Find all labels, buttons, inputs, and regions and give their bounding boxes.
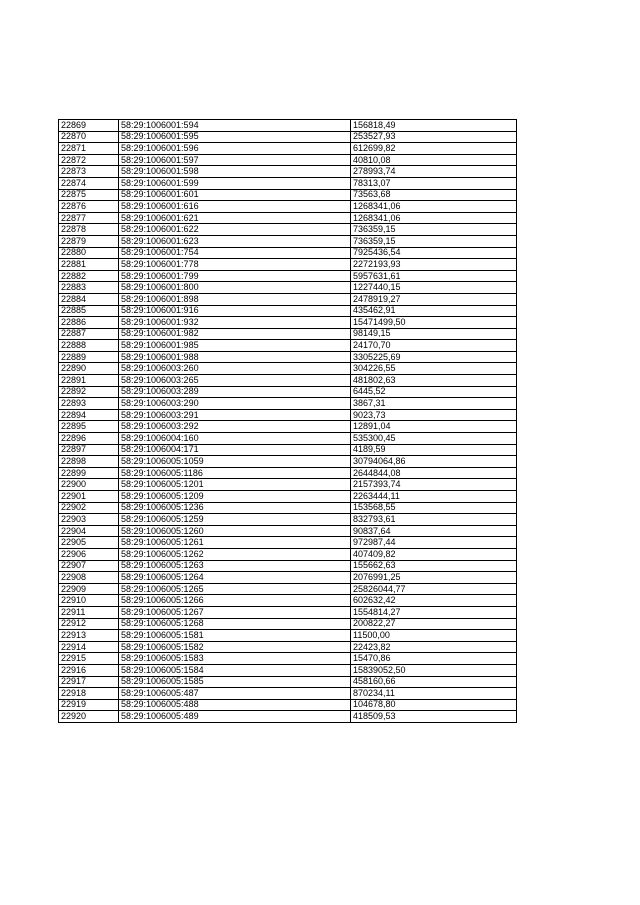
cadastral-number-cell: 58:29:1006001:601 [119, 189, 351, 201]
value-cell: 304226,55 [351, 363, 517, 375]
value-cell: 278993,74 [351, 166, 517, 178]
value-cell: 155662,63 [351, 560, 517, 572]
table-row [59, 641, 517, 653]
table-row [59, 502, 517, 514]
table-row [59, 351, 517, 363]
row-id-cell: 22911 [59, 606, 119, 618]
table-row [59, 201, 517, 213]
value-cell: 602632,42 [351, 595, 517, 607]
value-cell: 5957631,61 [351, 270, 517, 282]
row-id-cell: 22874 [59, 177, 119, 189]
table-row [59, 548, 517, 560]
row-id-cell: 22892 [59, 386, 119, 398]
table-row [59, 467, 517, 479]
cadastral-number-cell: 58:29:1006005:1209 [119, 491, 351, 503]
cadastral-number-cell: 58:29:1006001:623 [119, 235, 351, 247]
row-id-cell: 22917 [59, 676, 119, 688]
value-cell: 156818,49 [351, 120, 517, 132]
table-row [59, 688, 517, 700]
value-cell: 12891,04 [351, 421, 517, 433]
cadastral-number-cell: 58:29:1006005:1236 [119, 502, 351, 514]
table-row [59, 340, 517, 352]
cadastral-number-cell: 58:29:1006003:291 [119, 409, 351, 421]
table-row [59, 572, 517, 584]
table-row [59, 398, 517, 410]
cadastral-number-cell: 58:29:1006005:1260 [119, 525, 351, 537]
cadastral-number-cell: 58:29:1006004:171 [119, 444, 351, 456]
table-row [59, 293, 517, 305]
value-cell: 253527,93 [351, 131, 517, 143]
cadastral-number-cell: 58:29:1006005:1267 [119, 606, 351, 618]
table-row [59, 189, 517, 201]
cadastral-number-cell: 58:29:1006005:1059 [119, 456, 351, 468]
value-cell: 870234,11 [351, 688, 517, 700]
row-id-cell: 22913 [59, 630, 119, 642]
row-id-cell: 22902 [59, 502, 119, 514]
table-row [59, 120, 517, 132]
row-id-cell: 22906 [59, 548, 119, 560]
table-row [59, 235, 517, 247]
value-cell: 78313,07 [351, 177, 517, 189]
value-cell: 2076991,25 [351, 572, 517, 584]
row-id-cell: 22912 [59, 618, 119, 630]
cadastral-number-cell: 58:29:1006005:1582 [119, 641, 351, 653]
value-cell: 11500,00 [351, 630, 517, 642]
cadastral-number-cell: 58:29:1006001:988 [119, 351, 351, 363]
value-cell: 4189,59 [351, 444, 517, 456]
value-cell: 98149,15 [351, 328, 517, 340]
cadastral-number-cell: 58:29:1006005:1581 [119, 630, 351, 642]
table-row [59, 664, 517, 676]
row-id-cell: 22898 [59, 456, 119, 468]
cadastral-number-cell: 58:29:1006003:265 [119, 375, 351, 387]
table-row [59, 166, 517, 178]
table-row [59, 259, 517, 271]
table-row [59, 247, 517, 259]
cadastral-number-cell: 58:29:1006003:260 [119, 363, 351, 375]
cadastral-number-cell: 58:29:1006005:1186 [119, 467, 351, 479]
table-row [59, 560, 517, 572]
cadastral-number-cell: 58:29:1006001:800 [119, 282, 351, 294]
value-cell: 30794064,86 [351, 456, 517, 468]
value-cell: 736359,15 [351, 235, 517, 247]
cadastral-number-cell: 58:29:1006005:488 [119, 699, 351, 711]
value-cell: 3305225,69 [351, 351, 517, 363]
row-id-cell: 22890 [59, 363, 119, 375]
table-row [59, 653, 517, 665]
row-id-cell: 22901 [59, 491, 119, 503]
value-cell: 458160,66 [351, 676, 517, 688]
row-id-cell: 22880 [59, 247, 119, 259]
table-body [59, 120, 517, 723]
row-id-cell: 22908 [59, 572, 119, 584]
cadastral-number-cell: 58:29:1006001:985 [119, 340, 351, 352]
row-id-cell: 22920 [59, 711, 119, 723]
row-id-cell: 22881 [59, 259, 119, 271]
cadastral-number-cell: 58:29:1006001:594 [119, 120, 351, 132]
cadastral-number-cell: 58:29:1006005:1261 [119, 537, 351, 549]
row-id-cell: 22891 [59, 375, 119, 387]
value-cell: 2644844,08 [351, 467, 517, 479]
cadastral-number-cell: 58:29:1006005:1583 [119, 653, 351, 665]
row-id-cell: 22895 [59, 421, 119, 433]
value-cell: 9023,73 [351, 409, 517, 421]
value-cell: 2272193,93 [351, 259, 517, 271]
value-cell: 1227440,15 [351, 282, 517, 294]
value-cell: 22423,82 [351, 641, 517, 653]
row-id-cell: 22899 [59, 467, 119, 479]
row-id-cell: 22893 [59, 398, 119, 410]
value-cell: 407409,82 [351, 548, 517, 560]
cadastral-number-cell: 58:29:1006001:596 [119, 143, 351, 155]
table-row [59, 224, 517, 236]
table-row [59, 143, 517, 155]
row-id-cell: 22879 [59, 235, 119, 247]
row-id-cell: 22877 [59, 212, 119, 224]
row-id-cell: 22876 [59, 201, 119, 213]
table-row [59, 317, 517, 329]
row-id-cell: 22894 [59, 409, 119, 421]
value-cell: 435462,91 [351, 305, 517, 317]
table-row [59, 363, 517, 375]
row-id-cell: 22888 [59, 340, 119, 352]
table-row [59, 618, 517, 630]
table-row [59, 375, 517, 387]
cadastral-number-cell: 58:29:1006005:1201 [119, 479, 351, 491]
value-cell: 40810,08 [351, 154, 517, 166]
value-cell: 2478919,27 [351, 293, 517, 305]
cadastral-number-cell: 58:29:1006001:754 [119, 247, 351, 259]
cadastral-number-cell: 58:29:1006005:1263 [119, 560, 351, 572]
table-row [59, 444, 517, 456]
table-row [59, 676, 517, 688]
row-id-cell: 22915 [59, 653, 119, 665]
row-id-cell: 22869 [59, 120, 119, 132]
table-row [59, 479, 517, 491]
table-row [59, 409, 517, 421]
cadastral-number-cell: 58:29:1006001:982 [119, 328, 351, 340]
table-row [59, 282, 517, 294]
value-cell: 15470,86 [351, 653, 517, 665]
data-table [58, 119, 517, 723]
value-cell: 24170,70 [351, 340, 517, 352]
row-id-cell: 22887 [59, 328, 119, 340]
table-row [59, 525, 517, 537]
row-id-cell: 22914 [59, 641, 119, 653]
row-id-cell: 22889 [59, 351, 119, 363]
table-row [59, 514, 517, 526]
cadastral-number-cell: 58:29:1006005:1265 [119, 583, 351, 595]
row-id-cell: 22870 [59, 131, 119, 143]
cadastral-number-cell: 58:29:1006001:622 [119, 224, 351, 236]
row-id-cell: 22882 [59, 270, 119, 282]
row-id-cell: 22896 [59, 433, 119, 445]
row-id-cell: 22904 [59, 525, 119, 537]
row-id-cell: 22918 [59, 688, 119, 700]
cadastral-number-cell: 58:29:1006001:616 [119, 201, 351, 213]
cadastral-number-cell: 58:29:1006001:778 [119, 259, 351, 271]
value-cell: 481802,63 [351, 375, 517, 387]
row-id-cell: 22886 [59, 317, 119, 329]
table-row [59, 421, 517, 433]
table-row [59, 699, 517, 711]
row-id-cell: 22900 [59, 479, 119, 491]
value-cell: 153568,55 [351, 502, 517, 514]
table-row [59, 212, 517, 224]
table-row [59, 270, 517, 282]
row-id-cell: 22903 [59, 514, 119, 526]
value-cell: 535300,45 [351, 433, 517, 445]
cadastral-number-cell: 58:29:1006005:1584 [119, 664, 351, 676]
value-cell: 2263444,11 [351, 491, 517, 503]
cadastral-number-cell: 58:29:1006005:487 [119, 688, 351, 700]
cadastral-number-cell: 58:29:1006003:292 [119, 421, 351, 433]
value-cell: 1268341,06 [351, 201, 517, 213]
row-id-cell: 22875 [59, 189, 119, 201]
cadastral-number-cell: 58:29:1006001:597 [119, 154, 351, 166]
value-cell: 832793,61 [351, 514, 517, 526]
table-row [59, 131, 517, 143]
row-id-cell: 22910 [59, 595, 119, 607]
value-cell: 2157393,74 [351, 479, 517, 491]
value-cell: 1268341,06 [351, 212, 517, 224]
value-cell: 200822,27 [351, 618, 517, 630]
table-row [59, 386, 517, 398]
value-cell: 1554814,27 [351, 606, 517, 618]
row-id-cell: 22885 [59, 305, 119, 317]
table-row [59, 583, 517, 595]
row-id-cell: 22907 [59, 560, 119, 572]
cadastral-number-cell: 58:29:1006001:598 [119, 166, 351, 178]
cadastral-number-cell: 58:29:1006001:599 [119, 177, 351, 189]
row-id-cell: 22872 [59, 154, 119, 166]
cadastral-number-cell: 58:29:1006001:916 [119, 305, 351, 317]
value-cell: 73563,68 [351, 189, 517, 201]
row-id-cell: 22878 [59, 224, 119, 236]
value-cell: 25826044,77 [351, 583, 517, 595]
cadastral-number-cell: 58:29:1006001:898 [119, 293, 351, 305]
cadastral-number-cell: 58:29:1006005:489 [119, 711, 351, 723]
table-row [59, 456, 517, 468]
table-row [59, 595, 517, 607]
table-row [59, 630, 517, 642]
table-row [59, 537, 517, 549]
cadastral-number-cell: 58:29:1006003:290 [119, 398, 351, 410]
row-id-cell: 22884 [59, 293, 119, 305]
table-row [59, 606, 517, 618]
cadastral-number-cell: 58:29:1006001:621 [119, 212, 351, 224]
table-row [59, 433, 517, 445]
value-cell: 7925436,54 [351, 247, 517, 259]
table-row [59, 177, 517, 189]
cadastral-number-cell: 58:29:1006004:160 [119, 433, 351, 445]
table-row [59, 711, 517, 723]
cadastral-number-cell: 58:29:1006005:1268 [119, 618, 351, 630]
value-cell: 15839052,50 [351, 664, 517, 676]
value-cell: 612699,82 [351, 143, 517, 155]
cadastral-number-cell: 58:29:1006005:1262 [119, 548, 351, 560]
value-cell: 972987,44 [351, 537, 517, 549]
table-row [59, 154, 517, 166]
value-cell: 736359,15 [351, 224, 517, 236]
value-cell: 104678,80 [351, 699, 517, 711]
cadastral-number-cell: 58:29:1006001:595 [119, 131, 351, 143]
cadastral-number-cell: 58:29:1006003:289 [119, 386, 351, 398]
value-cell: 418509,53 [351, 711, 517, 723]
cadastral-number-cell: 58:29:1006005:1266 [119, 595, 351, 607]
cadastral-number-cell: 58:29:1006001:799 [119, 270, 351, 282]
cadastral-number-cell: 58:29:1006005:1585 [119, 676, 351, 688]
value-cell: 15471499,50 [351, 317, 517, 329]
row-id-cell: 22883 [59, 282, 119, 294]
row-id-cell: 22916 [59, 664, 119, 676]
table-row [59, 305, 517, 317]
value-cell: 3867,31 [351, 398, 517, 410]
cadastral-number-cell: 58:29:1006001:932 [119, 317, 351, 329]
cadastral-number-cell: 58:29:1006005:1259 [119, 514, 351, 526]
row-id-cell: 22909 [59, 583, 119, 595]
row-id-cell: 22905 [59, 537, 119, 549]
value-cell: 6445,52 [351, 386, 517, 398]
row-id-cell: 22897 [59, 444, 119, 456]
row-id-cell: 22919 [59, 699, 119, 711]
value-cell: 90837,64 [351, 525, 517, 537]
table-row [59, 491, 517, 503]
table-row [59, 328, 517, 340]
cadastral-number-cell: 58:29:1006005:1264 [119, 572, 351, 584]
row-id-cell: 22871 [59, 143, 119, 155]
row-id-cell: 22873 [59, 166, 119, 178]
